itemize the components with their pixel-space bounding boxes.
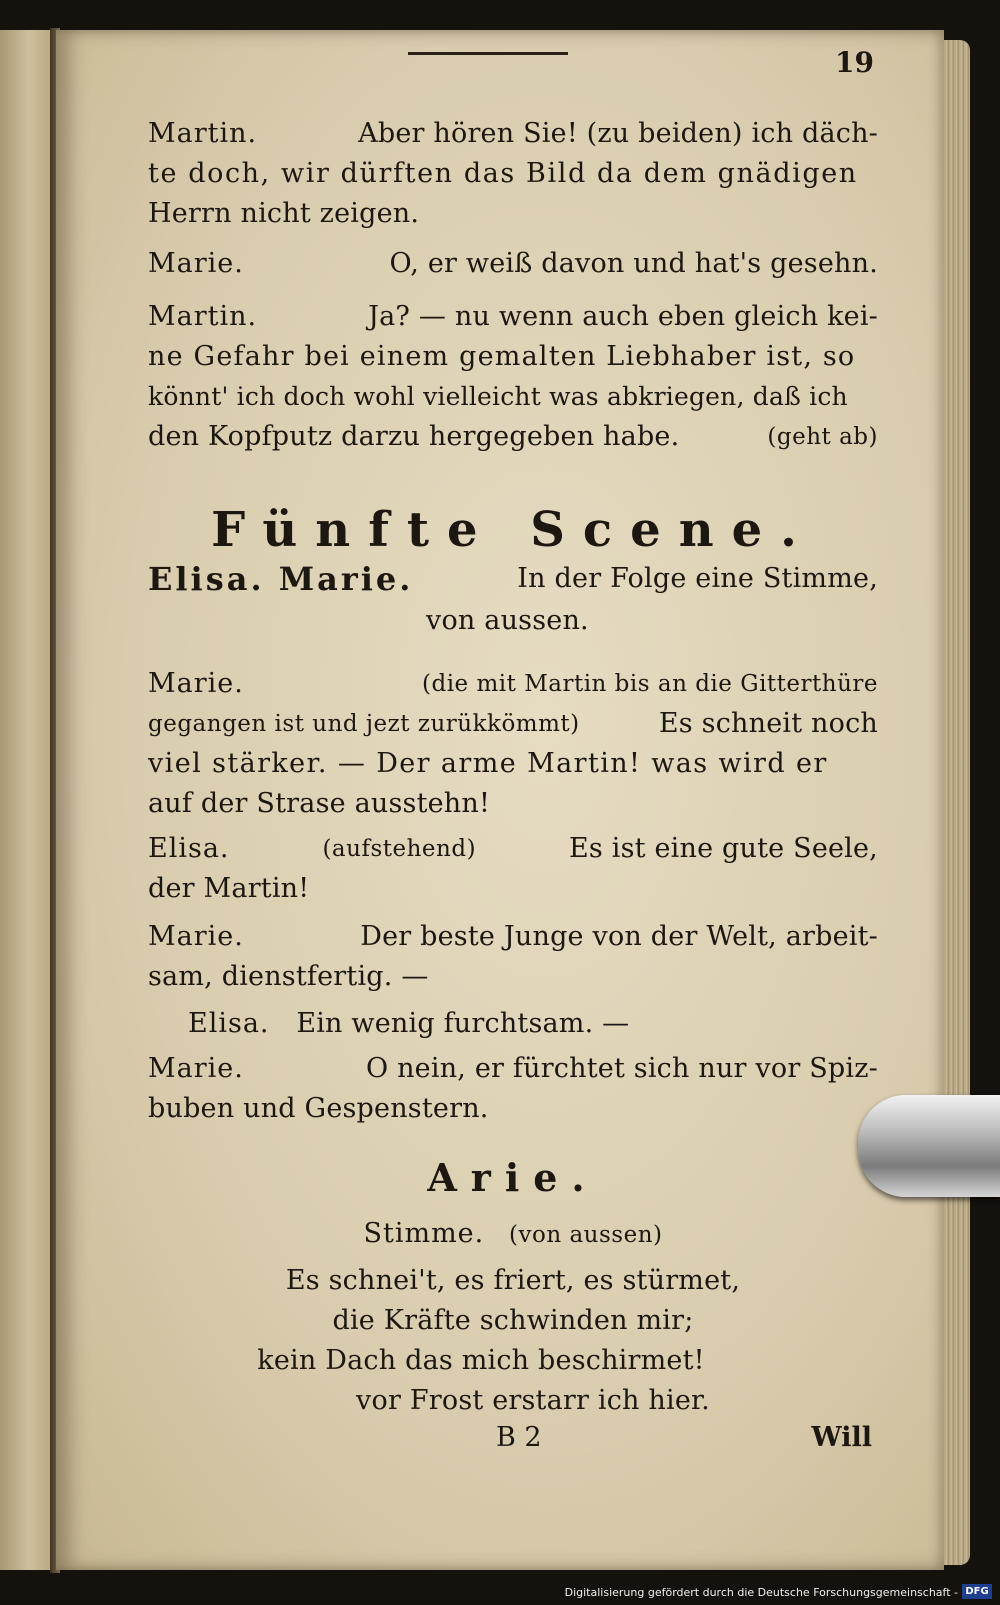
page-clamp	[858, 1095, 1000, 1197]
speaker-name: Stimme.	[363, 1218, 485, 1249]
dialogue-text: Der beste Junge von der Welt, arbeit-	[360, 921, 878, 952]
top-rule	[408, 52, 568, 55]
text-line: Herrn nicht zeigen.	[148, 198, 420, 229]
text-line: te doch, wir dürften das Bild da dem gnädigen	[148, 158, 858, 189]
stage-direction: (aufstehend)	[322, 836, 477, 862]
stage-direction: (die mit Martin bis an die Gitterthüre	[422, 671, 878, 697]
text-line	[148, 830, 878, 868]
scene-heading: Fünfte Scene.	[211, 502, 815, 558]
speaker-name: Marie.	[148, 921, 244, 952]
stage-direction: (geht ab)	[767, 424, 878, 450]
text-line	[148, 705, 878, 743]
text-line: ne Gefahr bei einem gemalten Liebhaber ist, so	[148, 341, 856, 372]
text-line	[148, 245, 878, 283]
text-line	[148, 1005, 878, 1043]
text-line	[148, 665, 878, 703]
verse-line: Es schnei't, es friert, es stürmet,	[285, 1265, 741, 1296]
stage-direction: gegangen ist und jezt zurükkömmt)	[148, 711, 580, 737]
text-line	[148, 115, 878, 153]
aria-speaker-line	[148, 1215, 878, 1254]
speaker-name: Elisa.	[188, 1008, 270, 1039]
text-line	[148, 918, 878, 956]
text-line: auf der Strase ausstehn!	[148, 788, 491, 819]
verse-line: vor Frost erstarr ich hier.	[356, 1385, 710, 1416]
stage-direction: (von aussen)	[509, 1222, 663, 1248]
cast-names: Elisa. Marie.	[148, 560, 414, 598]
text-line	[148, 298, 878, 336]
text-line	[148, 1050, 878, 1088]
dialogue-text: den Kopfputz darzu hergegeben habe.	[148, 421, 680, 452]
text-line	[148, 418, 878, 456]
catchword: Will	[811, 1422, 872, 1453]
dialogue-text: Ja? — nu wenn auch eben gleich kei-	[368, 301, 878, 332]
text-line: der Martin!	[148, 873, 310, 904]
footer-credit: Digitalisierung gefördert durch die Deutsche Forschungsgemeinschaft -	[564, 1586, 958, 1599]
footer-bar	[0, 1579, 1000, 1605]
text-line: sam, dienstfertig. —	[148, 961, 429, 992]
speaker-name: Marie.	[148, 248, 244, 279]
speaker-name: Martin.	[148, 301, 258, 332]
speaker-name: Marie.	[148, 668, 244, 699]
left-page-edge	[0, 30, 54, 1570]
dialogue-text: O nein, er fürchtet sich nur vor Spiz-	[365, 1053, 878, 1084]
dialogue-text: Aber hören Sie! (zu beiden) ich däch-	[358, 118, 878, 149]
speaker-name: Martin.	[148, 118, 258, 149]
dialogue-text: Ein wenig furchtsam. —	[296, 1008, 630, 1039]
text-line: viel stärker. — Der arme Martin! was wird er	[148, 748, 828, 779]
text-line: könnt' ich doch wohl vielleicht was abkriegen, daß ich	[148, 382, 848, 411]
dfg-logo: DFG	[962, 1584, 992, 1599]
signature-mark: B 2	[496, 1422, 542, 1453]
cast-list	[148, 560, 878, 598]
dialogue-text: Es schneit noch	[658, 708, 878, 739]
aria-heading: Arie.	[427, 1155, 599, 1200]
book-page	[56, 30, 944, 1570]
dialogue-text: O, er weiß davon und hat's gesehn.	[389, 248, 878, 279]
speaker-name: Marie.	[148, 1053, 244, 1084]
dialogue-text: Es ist eine gute Seele,	[569, 833, 878, 864]
cast-note: von aussen.	[426, 605, 589, 636]
page-number: 19	[835, 46, 874, 79]
speaker-name: Elisa.	[148, 833, 230, 864]
text-line: buben und Gespenstern.	[148, 1093, 489, 1124]
cast-note: In der Folge eine Stimme,	[517, 563, 878, 594]
verse-line: kein Dach das mich beschirmet!	[257, 1345, 705, 1376]
verse-line: die Kräfte schwinden mir;	[332, 1305, 694, 1336]
